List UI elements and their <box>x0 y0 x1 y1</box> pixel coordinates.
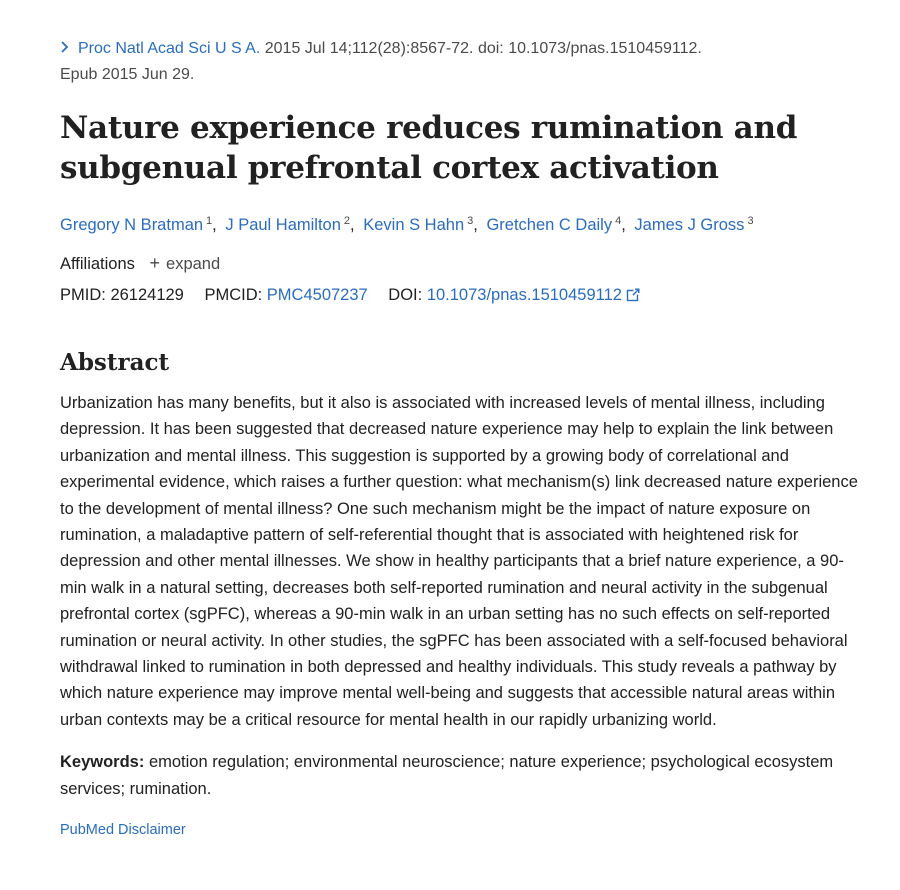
affiliation-ref[interactable]: 4 <box>615 215 622 227</box>
identifiers-row <box>60 282 860 310</box>
author-link[interactable]: Kevin S Hahn <box>363 216 465 234</box>
doi-value: 10.1073/pnas.1510459112 <box>426 286 622 304</box>
author-link[interactable]: J Paul Hamilton <box>225 216 341 234</box>
citation-details: 2015 Jul 14;112(28):8567-72. doi: 10.1073/pnas.1510459112. <box>264 40 702 57</box>
doi-label: DOI: <box>388 286 423 304</box>
affiliation-ref[interactable]: 1 <box>206 215 213 227</box>
affiliation-ref[interactable]: 3 <box>747 215 754 227</box>
author-list: Gregory N Bratman $^1$, J Paul Hamilton $^2$, Kevin S Hahn $^3$, Gretchen C Daily $^4$, James J Gross $^3$ <box>60 215 754 234</box>
affiliations-label: Affiliations <box>60 255 135 273</box>
pmcid-link[interactable]: PMC4507237 <box>266 286 368 304</box>
expand-label: expand <box>166 255 221 273</box>
journal-link[interactable]: Proc Natl Acad Sci U S A. <box>78 40 261 57</box>
article-title: Nature experience reduces rumination and subgenual prefrontal cortex activation <box>60 110 798 186</box>
abstract-heading: Abstract <box>60 349 170 376</box>
abstract-text: Urbanization has many benefits, but it also is associated with increased levels of mental illness, including depression. It has been suggested that decreased nature experience may help to explain the link between urbanization and mental illness. This suggestion is supported by a growing body of correlational and experimental evidence, which raises a further question: what mechanism(s) link decreased nature experience to the development of mental illness? One such mechanism might be the impact of nature exposure on rumination, a maladaptive pattern of self-referential thought that is associated with heightened risk for depression and other mental illnesses. We show in healthy participants that a brief nature experience, a 90-min walk in a natural setting, decreases both self-reported rumination and neural activity in the subgenual prefrontal cortex (sgPFC), whereas a 90-min walk in an urban setting has no such effects on self-reported rumination or neural activity. In other studies, the sgPFC has been associated with a self-focused behavioral withdrawal linked to rumination in both depressed and healthy individuals. This study reveals a pathway by which nature experience may improve mental well-being and suggests that accessible natural areas within urban contexts may be a critical resource for mental health in our rapidly urbanizing world. <box>60 394 858 729</box>
pmcid-label: PMCID: <box>204 286 263 304</box>
plus-icon: + <box>149 253 161 273</box>
doi-link[interactable] <box>427 286 640 304</box>
author-link[interactable]: Gregory N Bratman <box>60 216 204 234</box>
affiliation-ref[interactable]: 3 <box>467 215 474 227</box>
citation <box>60 36 860 88</box>
author-link[interactable]: James J Gross <box>634 216 745 234</box>
keywords-label: Keywords: <box>60 753 145 772</box>
keywords-text: emotion regulation; environmental neuroscience; nature experience; psychological ecosystem services; rumination. <box>60 753 834 798</box>
keywords <box>60 749 850 802</box>
affiliation-ref[interactable]: 2 <box>343 215 351 227</box>
pmid-label: PMID: <box>60 286 106 304</box>
external-link-icon <box>626 284 640 310</box>
expand-affiliations-button[interactable] <box>150 255 221 273</box>
chevron-right-icon[interactable] <box>60 36 74 62</box>
epub-date: Epub 2015 Jun 29. <box>60 66 195 83</box>
pubmed-disclaimer-link[interactable]: PubMed Disclaimer <box>60 822 186 839</box>
pmid-value: 26124129 <box>110 286 184 304</box>
affiliations-row <box>60 250 860 277</box>
author-link[interactable]: Gretchen C Daily <box>486 216 613 234</box>
